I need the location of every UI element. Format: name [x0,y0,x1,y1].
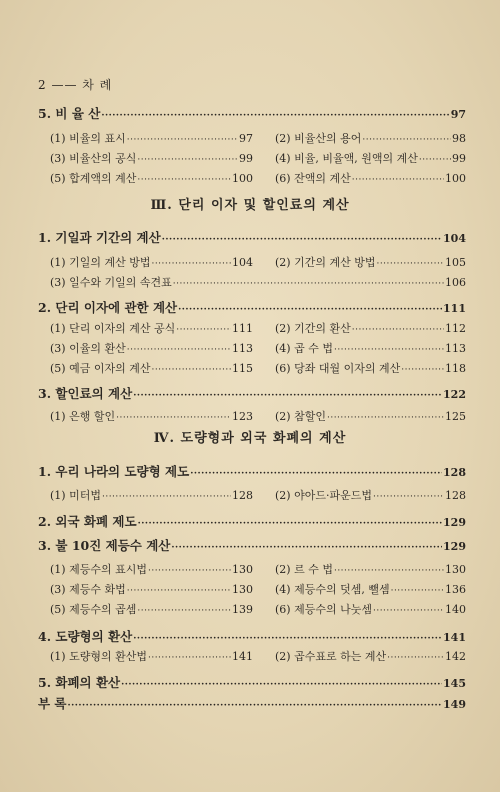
dot-leader [373,489,444,502]
toc-entry-page: 98 [452,132,466,145]
running-header: 2 —— 차 례 [38,78,113,92]
dot-leader [127,583,231,596]
toc-entry [275,170,466,186]
toc-entry-page: 130 [445,563,466,576]
toc-entry [50,274,466,290]
toc-entry-page: 130 [232,563,253,576]
toc-entry-page: 99 [239,152,253,165]
toc-entry [38,694,466,712]
toc-entry [275,340,466,356]
dot-leader [137,603,231,616]
toc-entry-title: 1. 우리 나라의 도량형 제도 [38,464,190,479]
toc-entry [275,648,466,664]
toc-entry-page: 113 [445,342,466,355]
toc-entry-title: (4) 제등수의 덧셈, 뺄셈 [275,583,390,596]
dot-leader [127,342,231,355]
toc-entry [38,462,466,480]
dot-leader [151,362,231,375]
toc-entry-page: 149 [443,698,466,711]
toc-entry-title: (3) 제등수 화법 [50,583,126,596]
toc-entry-page: 145 [443,677,466,690]
dot-leader [101,106,449,121]
toc-entry-title: 1. 기일과 기간의 계산 [38,230,161,245]
toc-entry-page: 141 [443,631,466,644]
toc-entry [38,104,466,122]
toc-entry-title: 부 록 [38,696,67,711]
toc-entry-title: (2) 참할인 [275,410,326,423]
toc-entry-title: (1) 기일의 계산 방법 [50,256,151,269]
dot-leader [176,322,231,335]
toc-entry-title: 4. 도량형의 환산 [38,629,133,644]
toc-entry-title: (1) 단리 이자의 계산 공식 [50,322,176,335]
toc-entry [50,170,253,186]
dot-leader [173,276,444,289]
toc-entry-title: (2) 르 수 법 [275,563,333,576]
toc-entry-title: 3. 할인료의 계산 [38,386,133,401]
dot-leader [133,629,442,644]
toc-entry [50,130,253,146]
dot-leader [137,172,231,185]
part-3-title: Ⅲ. 단리 이자 및 할인료의 계산 [150,198,350,213]
dot-leader [148,563,231,576]
toc-entry [38,673,466,691]
toc-entry-page: 104 [443,232,466,245]
dot-leader [352,172,444,185]
toc-entry-page: 104 [232,256,253,269]
toc-entry-title: (6) 잔액의 계산 [275,172,351,185]
toc-entry [38,384,466,402]
toc-entry [38,298,466,316]
toc-entry [50,254,253,270]
toc-entry [50,360,253,376]
dot-leader [334,563,444,576]
toc-entry-title: (2) 곱수표로 하는 계산 [275,650,387,663]
toc-entry-page: 112 [445,322,466,335]
toc-entry [275,130,466,146]
dot-leader [362,132,451,145]
dot-leader [102,489,231,502]
toc-entry-title: (1) 비율의 표시 [50,132,126,145]
toc-entry-page: 140 [445,603,466,616]
toc-entry-title: (2) 기간의 환산 [275,322,351,335]
toc-entry-title: (1) 은행 할인 [50,410,116,423]
toc-entry-title: (3) 비율산의 공식 [50,152,137,165]
toc-entry-page: 128 [445,489,466,502]
dot-leader [401,362,444,375]
toc-entry-page: 111 [443,302,466,315]
toc-entry-title: (2) 기간의 계산 방법 [275,256,376,269]
dot-leader [121,675,442,690]
toc-entry-title: (6) 당좌 대월 이자의 계산 [275,362,401,375]
toc-entry-title: (5) 제등수의 곱셈 [50,603,137,616]
toc-entry [275,601,466,617]
toc-entry [50,320,253,336]
toc-entry [275,581,466,597]
toc-entry-title: (1) 제등수의 표시법 [50,563,147,576]
toc-entry-page: 99 [452,152,466,165]
part-4-title: Ⅳ. 도량형과 외국 화폐의 계산 [153,431,347,446]
dot-leader [327,410,444,423]
dot-leader [151,256,231,269]
toc-entry-page: 129 [443,540,466,553]
dot-leader [419,152,451,165]
toc-entry-page: 142 [445,650,466,663]
toc-entry [50,648,253,664]
toc-entry-title: 5. 비 율 산 [38,106,101,121]
toc-entry [50,408,253,424]
toc-entry-title: (3) 이율의 환산 [50,342,126,355]
toc-entry [275,254,466,270]
toc-entry-title: (3) 일수와 기일의 속견표 [50,276,172,289]
toc-entry [50,487,253,503]
toc-entry [275,561,466,577]
dot-leader [68,696,443,711]
toc-entry-title: (5) 예금 이자의 계산 [50,362,151,375]
dot-leader [376,256,444,269]
toc-entry [38,512,466,530]
toc-entry [50,581,253,597]
dot-leader [148,650,231,663]
dot-leader [162,230,442,245]
toc-entry [275,360,466,376]
toc-entry-page: 136 [445,583,466,596]
toc-entry-page: 105 [445,256,466,269]
dot-leader [116,410,231,423]
toc-entry-title: 3. 불 10진 제등수 계산 [38,538,171,553]
dot-leader [334,342,444,355]
toc-entry [38,536,466,554]
dot-leader [387,650,444,663]
toc-entry-page: 130 [232,583,253,596]
toc-entry-title: (2) 비율산의 용어 [275,132,362,145]
toc-entry-page: 97 [239,132,253,145]
dot-leader [391,583,444,596]
toc-entry [275,408,466,424]
toc-entry-title: (4) 비율, 비율액, 원액의 계산 [275,152,418,165]
toc-entry-page: 100 [445,172,466,185]
toc-entry-title: (2) 야아드·파운드법 [275,489,372,502]
toc-entry-title: 2. 단리 이자에 관한 계산 [38,300,178,315]
dot-leader [178,300,442,315]
dot-leader [137,152,238,165]
toc-entry [50,150,253,166]
toc-entry-page: 115 [232,362,253,375]
toc-entry-page: 125 [445,410,466,423]
toc-entry-title: (1) 미터법 [50,489,101,502]
toc-entry [50,601,253,617]
toc-entry [50,561,253,577]
toc-entry [275,320,466,336]
toc-entry-page: 128 [232,489,253,502]
toc-entry [275,150,466,166]
toc-entry-page: 100 [232,172,253,185]
toc-entry [38,627,466,645]
toc-entry [50,340,253,356]
toc-entry-page: 111 [232,322,253,335]
toc-entry-page: 139 [232,603,253,616]
toc-entry [275,487,466,503]
toc-entry-title: 2. 외국 화폐 제도 [38,514,137,529]
dot-leader [138,514,442,529]
toc-entry-page: 141 [232,650,253,663]
toc-entry-title: (5) 합계액의 계산 [50,172,137,185]
toc-entry-page: 113 [232,342,253,355]
dot-leader [352,322,444,335]
toc-entry-page: 118 [445,362,466,375]
dot-leader [133,386,442,401]
toc-entry-page: 97 [450,108,466,121]
dot-leader [373,603,444,616]
toc-entry-page: 122 [443,388,466,401]
toc-entry-page: 106 [445,276,466,289]
toc-entry-title: 5. 화폐의 환산 [38,675,121,690]
toc-entry-page: 128 [443,466,466,479]
toc-entry [38,228,466,246]
dot-leader [171,538,442,553]
dot-leader [127,132,238,145]
dot-leader [190,464,442,479]
toc-entry-title: (6) 제등수의 나눗셈 [275,603,372,616]
toc-entry-page: 129 [443,516,466,529]
toc-entry-title: (1) 도량형의 환산법 [50,650,147,663]
toc-entry-page: 123 [232,410,253,423]
toc-entry-title: (4) 곱 수 법 [275,342,333,355]
